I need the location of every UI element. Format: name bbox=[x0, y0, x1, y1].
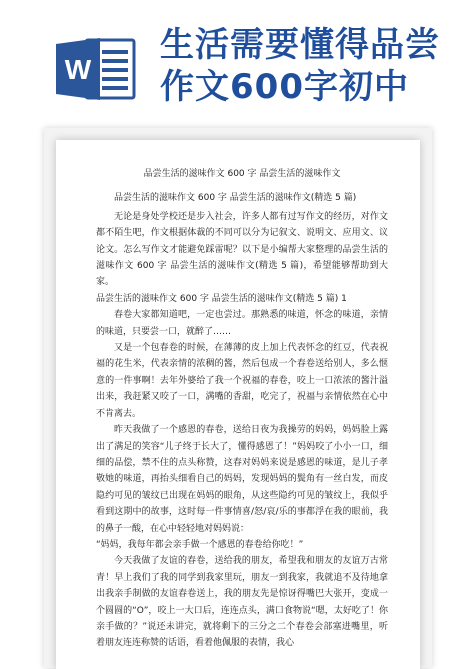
document-paragraph: 品尝生活的滋味作文 600 字 品尝生活的滋味作文(精选 5 篇) bbox=[114, 193, 357, 204]
document-paragraph: 春卷大家都知道吧，一定也尝过。那熟悉的味道，怀念的味道，亲情的味道，只要尝一口，就醉了…… bbox=[96, 310, 388, 337]
svg-text:W: W bbox=[64, 54, 92, 85]
banner-title: 生活需要懂得品尝作文600字初中 bbox=[160, 25, 440, 107]
document-body bbox=[96, 166, 388, 652]
document-paragraph: 无论是身处学校还是步入社会，许多人都有过写作文的经历，对作文都不陌生吧，作文根据体裁的不同可以分为记叙文、说明文、应用文、议论文。怎么写作文才能避免踩雷呢？以下是小编帮大家整理的品尝生活的滋味作文 600 字 品尝生活的滋味作文(精选 5 篇)，希望能够帮助到大家。 bbox=[96, 211, 388, 288]
word-document-icon bbox=[56, 38, 136, 100]
document-quote: “妈妈，我每年都会亲手做一个感恩的春卷给你吃！” bbox=[96, 539, 304, 550]
section-heading: 品尝生活的滋味作文 600 字 品尝生活的滋味作文(精选 5 篇) 1 bbox=[96, 293, 347, 304]
document-title: 品尝生活的滋味作文 600 字 品尝生活的滋味作文 bbox=[143, 169, 341, 179]
document-paragraph: 今天我做了友谊的春卷，送给我的朋友，希望我和朋友的友谊万古常青！早上我们了我的同学到我家里玩，朋友一到我家，我就追不及待地拿出我亲手制做的友谊春卷送上，我的朋友先是惊讶得嘴巴大张开，变成一个圆圆的“O”，咬上一大口后，连连点头，满口食物说“嗯，太好吃了！你亲手做的？”说还未讲完，就将剩下的三分之二个春卷会部塞进嘴里，听着朋友连连称赞的话语，看着他佩服的表情，我心 bbox=[96, 556, 388, 649]
document-paragraph: 昨天我做了一个感恩的春卷，送给日夜为我操劳的妈妈，妈妈脸上露出了满足的笑容“儿子终于长大了，懂得感恩了！”妈妈咬了小小一口，细细的品偿，禁不住的点头称赞，这春对妈妈来说是感恩的味道，是儿子孝敬她的味道，再抬头细看自己的妈妈，发现妈妈的鬓角有一丝白发，而皮隐约可见的皱纹已出现在妈妈的眼角，从这些隐约可见的皱纹上，我似乎看到这期中的故事，这时每一件事情喜/怒/哀/乐的事都浮在我的眼前，我的鼻子一酸，在心中轻轻地对妈妈说： bbox=[96, 425, 388, 534]
document-paragraph: 又是一个包春卷的时候，在薄薄的皮上加上代表怀念的红豆，代表祝福的花生米，代表亲情的浓稠的酱，然后包成一个春卷送给别人，多么惬意的一件事啊！去年外婆给了我一个祝福的春卷，咬上一口浓浓的酱汁溢出来，我赶紧又咬了一口，满嘴的香甜，吃完了，祝福与亲情依然在心中不肯离去。 bbox=[96, 343, 388, 419]
document-page bbox=[56, 140, 420, 669]
header-banner bbox=[0, 0, 474, 130]
